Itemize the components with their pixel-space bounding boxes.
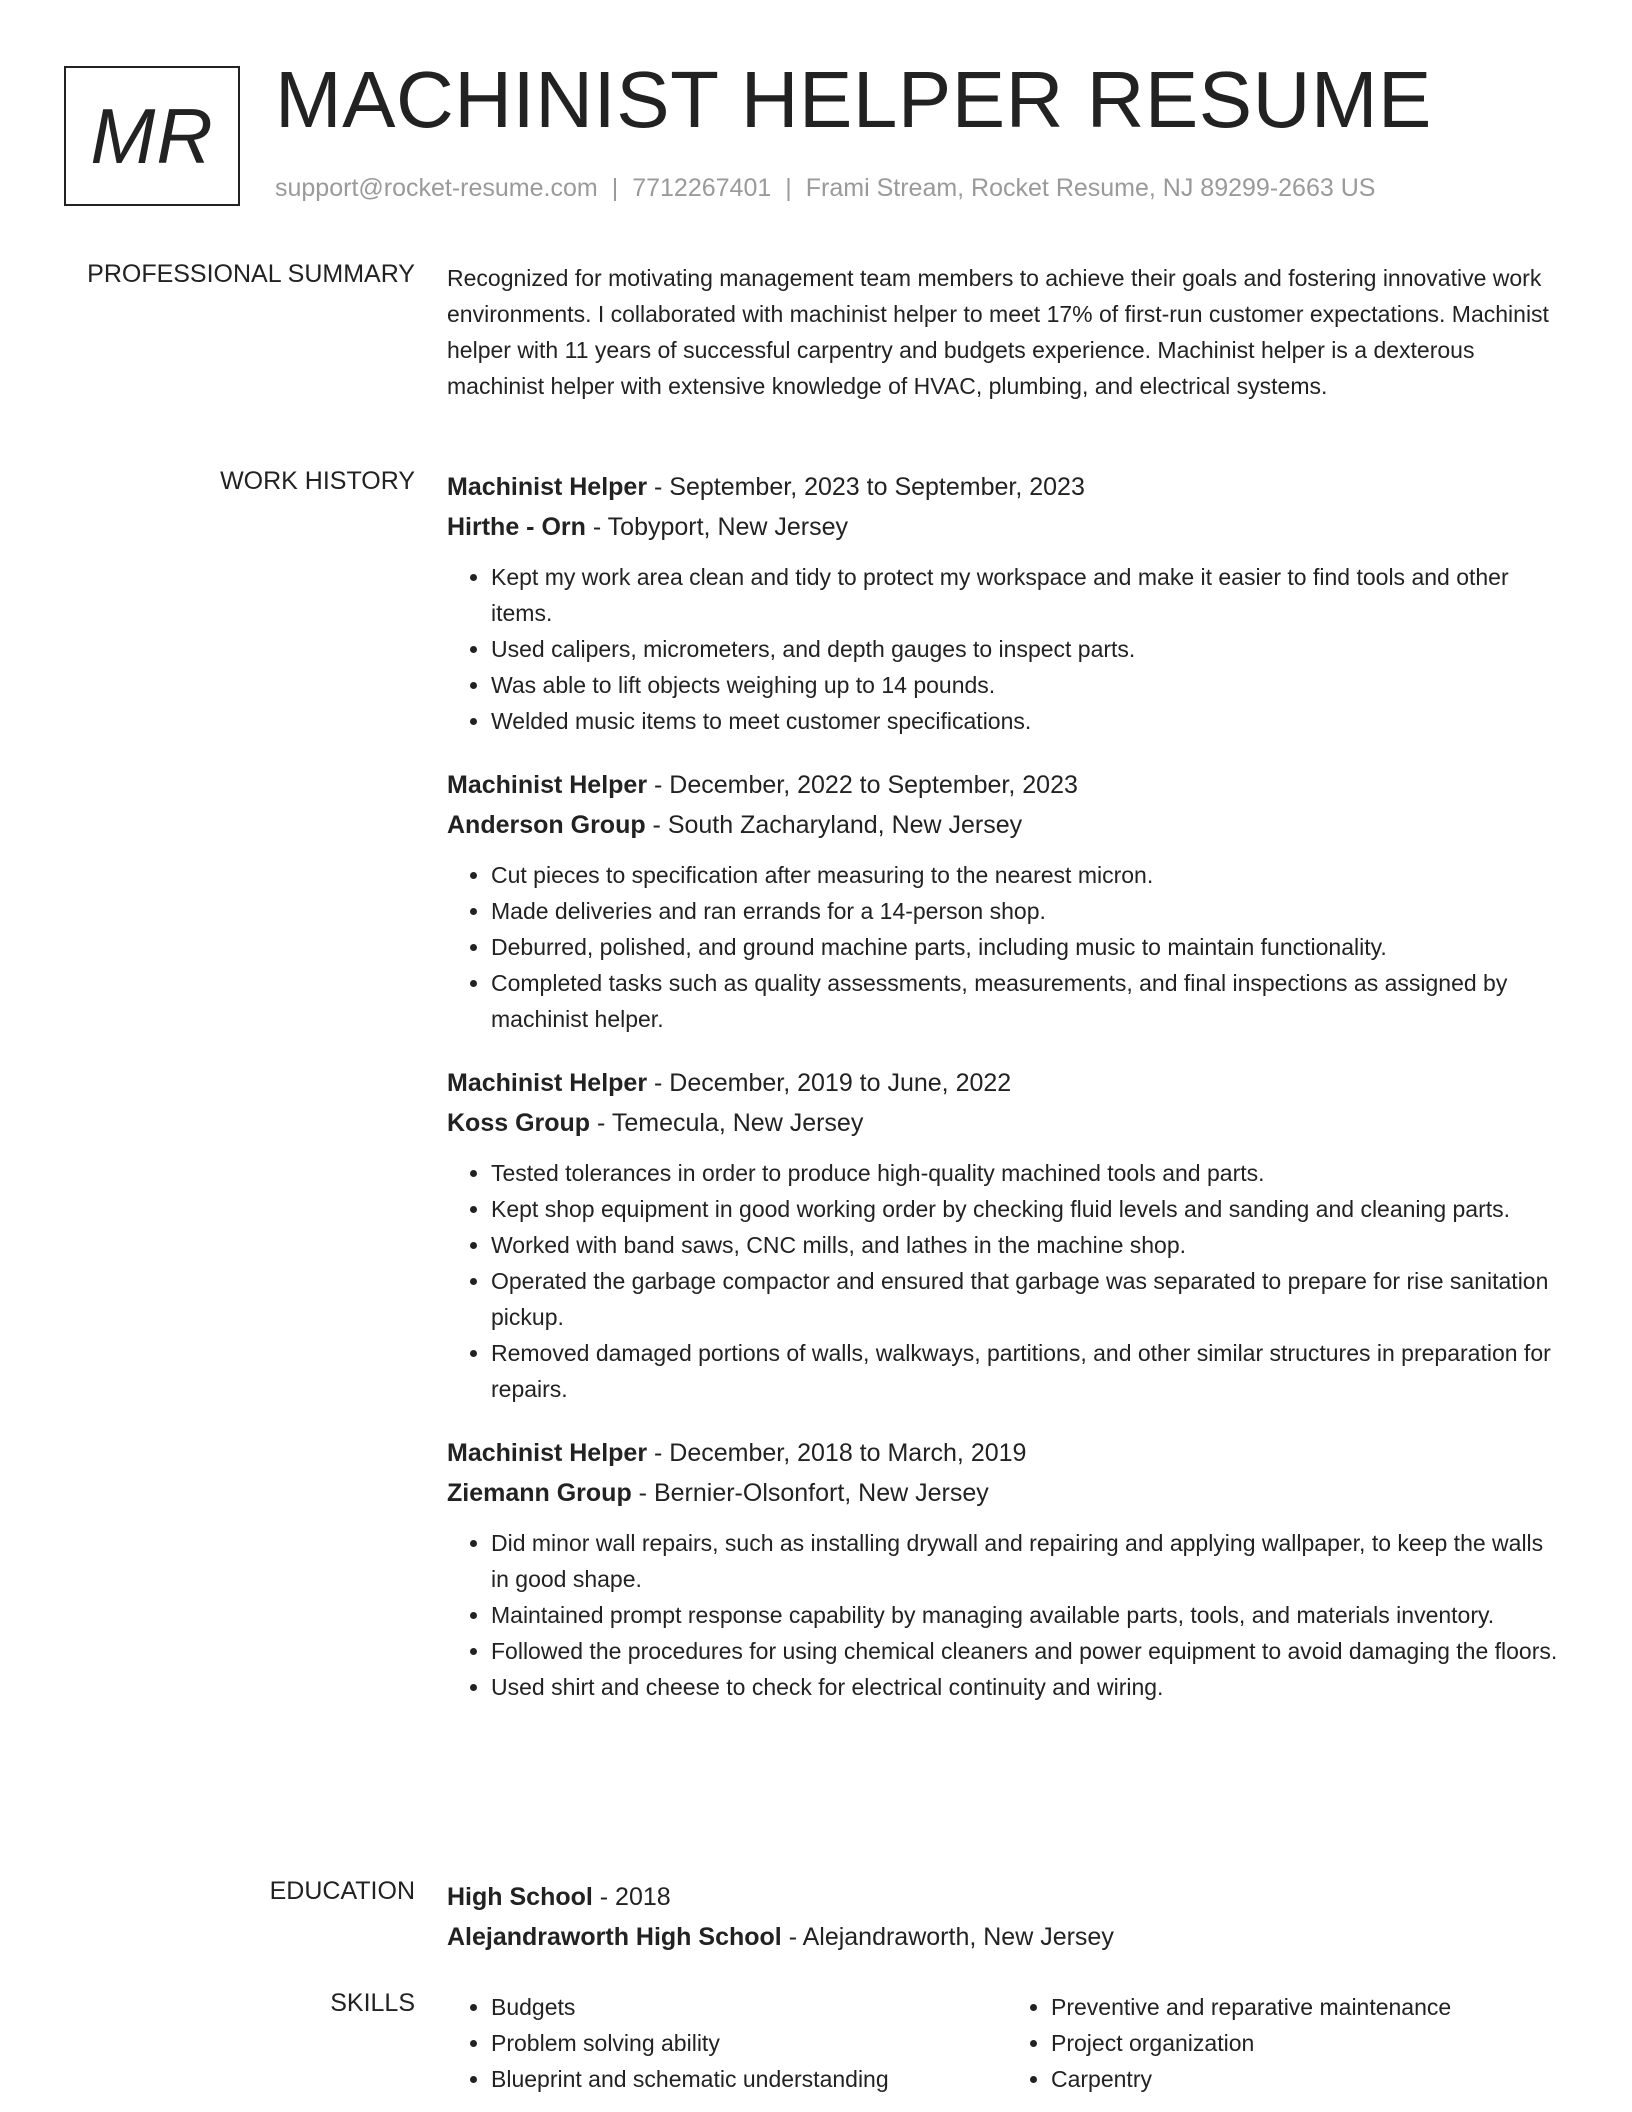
work-history-label: WORK HISTORY	[220, 467, 415, 495]
monogram-box	[64, 66, 240, 206]
job-dates: - December, 2019 to June, 2022	[647, 1069, 1012, 1097]
skill-item: • Budgets	[491, 1989, 1007, 2025]
job-entry	[447, 1063, 1567, 1407]
job-bullet: • Made deliveries and ran errands for a 14-person shop.	[491, 893, 1567, 929]
skill-item: • Blueprint and schematic understanding	[491, 2061, 1007, 2097]
job-bullet: • Cut pieces to specification after measuring to the nearest micron.	[491, 857, 1567, 893]
job-bullet: • Used shirt and cheese to check for electrical continuity and wiring.	[491, 1669, 1567, 1705]
job-bullets	[447, 1155, 1567, 1407]
job-company: Ziemann Group	[447, 1479, 632, 1507]
job-bullets	[447, 857, 1567, 1037]
job-bullet: • Followed the procedures for using chemical cleaners and power equipment to avoid damaging the floors.	[491, 1633, 1567, 1669]
job-location: - Temecula, New Jersey	[590, 1109, 864, 1137]
job-title-line	[447, 1433, 1567, 1473]
job-dates: - September, 2023 to September, 2023	[647, 473, 1085, 501]
job-bullet: • Was able to lift objects weighing up to 14 pounds.	[491, 667, 1567, 703]
job-bullet: • Used calipers, micrometers, and depth gauges to inspect parts.	[491, 631, 1567, 667]
job-location: - Bernier-Olsonfort, New Jersey	[631, 1479, 989, 1507]
contact-phone: 7712267401	[632, 174, 772, 202]
job-company-line	[447, 1473, 1567, 1513]
job-location: - South Zacharyland, New Jersey	[645, 811, 1023, 839]
contact-line	[275, 174, 1375, 203]
job-company: Anderson Group	[447, 811, 646, 839]
skill-item: • Preventive and reparative maintenance	[1051, 1989, 1567, 2025]
job-company-line	[447, 507, 1567, 547]
job-title: Machinist Helper	[447, 771, 648, 799]
resume-title: MACHINIST HELPER RESUME	[275, 55, 1432, 144]
skills-column-2	[1007, 1989, 1567, 2097]
job-bullet: • Tested tolerances in order to produce high-quality machined tools and parts.	[491, 1155, 1567, 1191]
job-title: Machinist Helper	[447, 1069, 648, 1097]
education-location: - Alejandraworth, New Jersey	[781, 1923, 1114, 1951]
job-title-line	[447, 467, 1567, 507]
job-entry	[447, 467, 1567, 739]
job-bullet: • Maintained prompt response capability by managing available parts, tools, and materials inventory.	[491, 1597, 1567, 1633]
contact-separator: |	[785, 174, 792, 202]
job-bullet: • Kept shop equipment in good working order by checking fluid levels and sanding and cleaning parts.	[491, 1191, 1567, 1227]
education-degree: High School	[447, 1883, 593, 1911]
job-company: Koss Group	[447, 1109, 591, 1137]
job-bullets	[447, 559, 1567, 739]
summary-label: PROFESSIONAL SUMMARY	[87, 260, 415, 288]
job-bullet: • Deburred, polished, and ground machine parts, including music to maintain functionality.	[491, 929, 1567, 965]
contact-separator: |	[611, 174, 619, 202]
job-entry	[447, 765, 1567, 1037]
job-company-line	[447, 1103, 1567, 1143]
job-location: - Tobyport, New Jersey	[585, 513, 849, 541]
skill-item: • Problem solving ability	[491, 2025, 1007, 2061]
job-entry	[447, 1433, 1567, 1705]
skills-column-1	[447, 1989, 1007, 2097]
job-dates: - December, 2022 to September, 2023	[647, 771, 1078, 799]
job-title: Machinist Helper	[447, 473, 648, 501]
job-company-line	[447, 805, 1567, 845]
job-bullet: • Kept my work area clean and tidy to protect my workspace and make it easier to find tools and other items.	[491, 559, 1567, 631]
education-year: - 2018	[592, 1883, 671, 1911]
education-school: Alejandraworth High School	[447, 1923, 782, 1951]
job-list	[447, 467, 1567, 1731]
contact-email: support@rocket-resume.com	[275, 174, 598, 202]
summary-text: Recognized for motivating management team members to achieve their goals and fostering innovative work environments. I collaborated with machinist helper to meet 17% of first-run customer expectations. Machinist helper with 11 years of successful carpentry and budgets experience. Machinist helper is a dexterous machinist helper with extensive knowledge of HVAC, plumbing, and electrical systems.	[447, 265, 1549, 399]
skill-item: • Carpentry	[1051, 2061, 1567, 2097]
job-dates: - December, 2018 to March, 2019	[647, 1439, 1027, 1467]
job-bullet: • Operated the garbage compactor and ensured that garbage was separated to prepare for rise sanitation pickup.	[491, 1263, 1567, 1335]
skills-columns	[447, 1989, 1567, 2097]
monogram-initials: MR	[90, 91, 214, 180]
job-company: Hirthe - Orn	[447, 513, 586, 541]
job-title-line	[447, 1063, 1567, 1103]
education-label: EDUCATION	[269, 1877, 415, 1905]
job-bullet: • Worked with band saws, CNC mills, and lathes in the machine shop.	[491, 1227, 1567, 1263]
job-title: Machinist Helper	[447, 1439, 648, 1467]
skills-label: SKILLS	[330, 1989, 415, 2017]
job-bullet: • Did minor wall repairs, such as installing drywall and repairing and applying wallpaper, to keep the walls in good shape.	[491, 1525, 1567, 1597]
education-school-line	[447, 1917, 1567, 1957]
contact-address: Frami Stream, Rocket Resume, NJ 89299-2663 US	[805, 174, 1376, 202]
education-degree-line	[447, 1877, 1567, 1917]
skill-item: • Project organization	[1051, 2025, 1567, 2061]
job-title-line	[447, 765, 1567, 805]
job-bullets	[447, 1525, 1567, 1705]
job-bullet: • Removed damaged portions of walls, walkways, partitions, and other similar structures in preparation for repairs.	[491, 1335, 1567, 1407]
job-bullet: • Completed tasks such as quality assessments, measurements, and final inspections as assigned by machinist helper.	[491, 965, 1567, 1037]
job-bullet: • Welded music items to meet customer specifications.	[491, 703, 1567, 739]
